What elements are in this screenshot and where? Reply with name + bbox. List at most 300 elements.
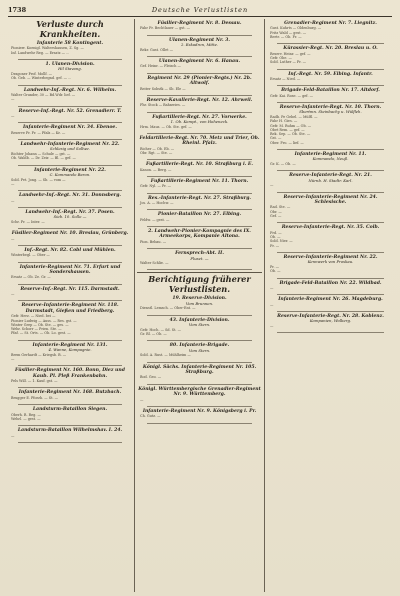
casualty-entry: Ober. Fro. — lief. — <box>270 140 304 145</box>
unit-title: Regiment Nr. 29 (Pionier-Regts.) Nr. 2b. Altwolf. <box>147 75 252 87</box>
casualty-entry: Fahr Fr. Bechtlauer — gst. — <box>140 26 191 31</box>
unit-title: Königl. Sächs. Infanterie-Regiment Nr. 105. Straßburg. <box>142 364 257 376</box>
casualty-list <box>267 324 394 330</box>
unit-title: Landsturm-Bataillon Wilhelmshav. I. 24. <box>17 428 123 434</box>
casualty-entry: Gefr. Hoch. — Sd. St. — <box>140 327 181 332</box>
block-separator <box>18 207 122 208</box>
casualty-list <box>8 314 132 337</box>
unit-title: Landwehr-Inf.-Regt. Nr. 37. Posen. <box>25 209 115 215</box>
casualty-entry: — <box>270 323 274 328</box>
casualty-entry: — <box>11 236 15 241</box>
casualty-entry: Jos. A. — Hochw. — <box>140 201 174 206</box>
block-separator <box>18 190 122 191</box>
casualty-entry: — <box>270 285 274 290</box>
unit-block <box>137 98 262 113</box>
casualty-list <box>267 303 394 309</box>
casualty-list <box>137 328 262 339</box>
unit-title: Infanterie-Regiment Nr. 71. Erfurt und Sondershausen. <box>19 264 121 275</box>
unit-title: Landwehr-Inf.-Regt. Nr. 6. Wilhelm. <box>23 87 117 93</box>
unit-title: Ulanen-Regiment Nr. 6. Hanau. <box>158 59 241 64</box>
block-separator <box>147 384 252 385</box>
unit-title: Landsturm-Bataillon Siegen. <box>32 407 108 413</box>
block-separator <box>147 73 252 74</box>
block-separator <box>18 340 122 341</box>
unit-title: Feldartillerie-Regt. Nr. 70. Metz und Trier, Ob. Rheinl. Pfalz. <box>139 135 260 147</box>
block-separator <box>277 294 384 295</box>
casualty-list <box>8 131 132 137</box>
casualty-entry: Gr. K. — Ob. — <box>270 162 296 167</box>
unit-block <box>267 281 394 296</box>
casualty-entry: Reiter Sobstk — Sb. Ele — <box>140 86 186 91</box>
casualty-list <box>8 396 132 402</box>
unit-block <box>137 343 262 362</box>
casualty-entry: Gst. — <box>270 136 282 141</box>
column-divider <box>134 19 135 592</box>
block-separator <box>147 269 252 270</box>
unit-title: Landwehr-Infanterie-Regiment Nr. 22. <box>20 142 120 147</box>
unit-title: Königl. Württembergische Grenadier-Regiment Nr. 9. Württemberg. <box>138 386 261 398</box>
casualty-entry: Ob. Geb. — Winterbegnd. gef. — ... <box>11 76 72 81</box>
casualty-entry: Ersatz — Ob. Ze. Gr. — <box>11 275 51 280</box>
casualty-list <box>137 26 262 32</box>
casualty-entry: Schr. Fr. — Inter. — <box>11 219 45 224</box>
unit-block <box>137 387 262 407</box>
unit-title: 43. Infanterie-Division. <box>169 317 230 323</box>
unit-block <box>137 318 262 342</box>
unit-block <box>267 255 394 279</box>
block-separator <box>277 192 384 193</box>
unit-title: Infanterie-Regiment Nr. 9. Königsberg i. Pr. <box>142 408 257 414</box>
unit-title: Fußartillerie-Regt. Nr. 10. Straßburg i. E. <box>145 162 254 168</box>
block-separator <box>277 252 384 253</box>
casualty-list <box>267 115 394 147</box>
unit-title: Reserve-Infanterie-Regt. Nr. 35. Colb. <box>281 225 380 231</box>
casualty-list <box>137 261 262 267</box>
unit-block <box>8 343 132 367</box>
casualty-entry: Sold. Nier. — <box>270 239 293 244</box>
unit-block <box>137 76 262 96</box>
section-rule <box>137 272 262 273</box>
unit-title: Füsilier-Regiment Nr. 8. Dessau. <box>157 21 242 26</box>
unit-subtitle: 2. Eskadron, Mitte. <box>180 42 219 48</box>
block-separator <box>147 340 252 341</box>
unit-block <box>137 409 262 424</box>
casualty-list <box>8 353 132 364</box>
casualty-entry: Gr. Bl. — Ob. — <box>140 332 167 337</box>
casualty-entry: — <box>140 397 144 402</box>
casualty-list <box>8 72 132 83</box>
unit-subtitle: Kennwerk von Proskau. <box>307 259 354 265</box>
unit-title: Reserve-Infanterie-Regiment Nr. 22. <box>283 254 378 260</box>
unit-block <box>137 229 262 249</box>
casualty-entry: Sold. Pet. Jong. — Sb. — vom — <box>11 177 66 182</box>
casualty-list <box>8 275 132 281</box>
block-separator <box>18 106 122 107</box>
casualty-entry: — <box>11 114 15 118</box>
casualty-entry: — <box>270 183 274 188</box>
casualty-entry: Sold. A. Rust. — Mühlheim — <box>140 353 191 358</box>
block-separator <box>18 228 122 229</box>
casualty-entry: Brugger E. Pforzh. — St. — <box>11 395 58 400</box>
casualty-entry: Kanon. — Berg. — <box>140 167 172 172</box>
casualty-entry: — <box>11 292 15 297</box>
casualty-list <box>137 103 262 109</box>
unit-block <box>267 314 394 333</box>
casualty-entry: Winterbegl. — Ober — <box>11 253 50 258</box>
unit-block <box>8 62 132 86</box>
block-separator <box>147 209 252 210</box>
casualty-list <box>8 152 132 163</box>
unit-title: Infanterie-Regiment Nr. 34. Ebenoe. <box>23 125 117 131</box>
col2-blocks-2 <box>137 296 262 423</box>
unit-title: Infanterie-Regiment Nr. 168. Butzbach. <box>18 390 122 396</box>
casualty-entry: Gef. — <box>270 214 282 219</box>
casualty-entry: Bod. Geo. — <box>140 375 162 380</box>
casualty-entry: — <box>270 302 274 307</box>
col2-blocks <box>137 21 262 270</box>
casualty-entry: Ersatz — Nied. — <box>270 77 301 81</box>
casualty-entry: Gefr. Nyl. — Pr. — <box>140 184 172 189</box>
unit-subtitle: Kommando, Neuß. <box>312 156 349 162</box>
casualty-list <box>137 414 262 420</box>
casualty-entry: Pionier Ludwig — Auss. — Res. gst. — <box>11 318 77 323</box>
casualty-list <box>267 26 394 41</box>
unit-block <box>8 88 132 107</box>
block-separator <box>277 332 384 333</box>
casualty-list <box>137 64 262 70</box>
block-separator <box>147 176 252 177</box>
unit-title: 1. Ulanen-Division. <box>45 62 95 67</box>
unit-block <box>267 105 394 150</box>
unit-block <box>137 162 262 177</box>
unit-subtitle: Kompanien, Wolberg. <box>309 318 352 324</box>
casualty-entry: Frd. — <box>270 230 282 235</box>
casualty-list <box>8 237 132 243</box>
casualty-entry: Ob. Waldb. — Dr. Zeir. — Bl. — gef. — <box>11 156 76 161</box>
unit-title: Füsilier-Regiment Nr. 160. Bonn, Diez und Kaub. Pl. Pleß Frankenbahn. <box>15 368 125 379</box>
block-separator <box>277 149 384 150</box>
page-header <box>8 4 392 16</box>
casualty-entry: Walter Grunder, 30 — Bd.Wdr. lief. — <box>11 93 76 97</box>
unit-block <box>137 59 262 74</box>
unit-block <box>267 46 394 69</box>
block-separator <box>18 284 122 285</box>
unit-title: Inf.-Regt. Nr. 59. Elbing. Infantr. <box>288 71 373 77</box>
unit-title: Infanterie-Regiment Nr. 26. Magdeburg. <box>278 297 383 303</box>
unit-subtitle: Pluset. — <box>190 255 209 261</box>
header-rule <box>8 16 392 17</box>
unit-block <box>8 390 132 405</box>
unit-subtitle: 4. Wanne, Kompagnie. <box>48 347 92 353</box>
casualty-list <box>137 147 262 158</box>
block-separator <box>277 102 384 103</box>
casualty-entry: Rad. Ste. — <box>270 205 291 210</box>
block-separator <box>147 362 252 363</box>
unit-block <box>8 41 132 60</box>
column-2 <box>137 19 262 594</box>
unit-title: Brigade-Feld-Bataillon Nr. 17. Altdorf. <box>281 88 380 94</box>
casualty-list <box>267 77 394 83</box>
casualty-list <box>8 93 132 104</box>
block-separator <box>277 278 384 279</box>
casualty-list <box>137 87 262 93</box>
block-separator <box>18 85 122 86</box>
casualty-entry: Bichter Johann — Schule — gst. — <box>11 152 71 156</box>
casualty-entry: Bertr. — Ob. Fr. — <box>270 35 302 39</box>
unit-subtitle: Hil Stavang. <box>58 66 82 72</box>
unit-subtitle: C. Kommando Baron. <box>49 172 91 177</box>
unit-block <box>8 407 132 426</box>
casualty-entry: Walter Schlie. — <box>140 261 169 266</box>
casualty-entry: Gefr. Kai. Rose. — gef. — <box>270 93 313 98</box>
unit-subtitle: Vom Stern. <box>188 322 211 328</box>
block-separator <box>147 159 252 160</box>
casualty-entry: Reserve Fr. Fr. — Pfalz — Kr. — <box>11 130 66 135</box>
casualty-entry: Pionierr. Koenigl. Waltershausen, Z. Sg. — <box>11 46 84 51</box>
casualty-list <box>137 398 262 404</box>
casualty-list <box>8 178 132 189</box>
unit-title: Fußartillerie-Regiment Nr. 11. Thorn. <box>150 178 249 184</box>
casualty-entry: Wehr. Schorr — Prien. Ste. — <box>11 327 62 332</box>
casualty-entry: Pfaf. — St. Orts. — Ob. Lo. gest. — <box>11 331 71 336</box>
unit-title: Brigade-Feld-Bataillon Nr. 22. Wildbad. <box>279 280 382 286</box>
unit-block <box>8 125 132 140</box>
casualty-entry: Dienstl. Lemsch. — Ober-Ent. — <box>140 306 196 311</box>
unit-block <box>267 173 394 192</box>
block-separator <box>277 311 384 312</box>
casualty-entry: Sold. Luther — Fr. — <box>270 60 307 65</box>
unit-title: Reserve-Infanterie-Regt. Nr. 28. Koblenz. <box>277 313 384 319</box>
unit-block <box>267 152 394 171</box>
unit-block <box>8 210 132 229</box>
casualty-entry: Inf. Landwehr Reg. — Ersatz — ... <box>11 50 70 55</box>
casualty-list <box>137 48 262 54</box>
casualty-entry: Winter Grep — Ob. Ste. — ges. — <box>11 322 69 327</box>
unit-block <box>137 21 262 36</box>
casualty-entry: Fritz Wald — gest. — <box>270 30 307 35</box>
block-separator <box>277 170 384 171</box>
casualty-entry: Obet Rem. — gef. — <box>270 127 305 132</box>
casualty-entry: Ob. — <box>270 235 281 240</box>
casualty-entry: Ob. — <box>270 269 281 274</box>
block-separator <box>147 95 252 96</box>
casualty-entry: Richer — Ob. Eb. — <box>140 146 175 151</box>
column-1 <box>8 19 132 594</box>
unit-title: Pionier-Bataillon Nr. 27. Elbing. <box>157 212 242 218</box>
casualty-entry: — <box>11 181 15 186</box>
unit-block <box>8 265 132 285</box>
unit-block <box>267 21 394 44</box>
casualty-list <box>8 46 132 57</box>
casualty-entry: Fhr. Stock — Bahnwies. — <box>140 103 186 108</box>
section-heading: Berichtigung früherer Verlustlisten. <box>148 274 251 294</box>
unit-title: Fußartillerie-Regt. Nr. 27. Vorwerke. <box>152 114 247 120</box>
unit-subtitle: Sbertmn. Steinbachy u. Wülfleh. <box>299 109 362 115</box>
casualty-list <box>8 199 132 205</box>
block-separator <box>147 423 252 424</box>
unit-block <box>8 287 132 302</box>
page-number: 1738 <box>8 6 27 14</box>
unit-subtitle: Sieb. 10. Sollo — <box>53 214 87 220</box>
unit-block <box>137 115 262 134</box>
unit-title: Reserve-Infanterie-Regt. Nr. 10. Thorn. <box>279 105 382 110</box>
casualty-entry: Fr. — <box>270 243 280 248</box>
casualty-entry: Rek. Sep. — Ob. Ste. — <box>270 132 311 137</box>
casualty-entry: Obr. — <box>270 209 282 214</box>
unit-title: 80. Infanterie-Brigade. <box>169 343 230 349</box>
unit-block <box>8 368 132 388</box>
block-separator <box>277 43 384 44</box>
casualty-entry: Fahr H. Gies. — <box>270 119 298 124</box>
casualty-entry: Rekr. Gust. Ollet — <box>140 47 173 52</box>
casualty-list <box>267 286 394 292</box>
block-separator <box>277 69 384 70</box>
casualty-list <box>137 201 262 207</box>
unit-block <box>8 248 132 263</box>
unit-block <box>267 225 394 253</box>
block-separator <box>147 35 252 36</box>
block-separator <box>277 85 384 86</box>
unit-block <box>137 196 262 211</box>
casualty-entry: Gust. Kuhrts — Oldenburg. — <box>270 26 322 31</box>
block-separator <box>147 248 252 249</box>
casualty-list <box>137 184 262 190</box>
unit-block <box>137 296 262 315</box>
unit-block <box>267 88 394 103</box>
unit-title: Reserve-Infanterie-Regiment Nr. 118. Darmstadt, Gießen und Friedberg. <box>21 303 119 314</box>
casualty-list <box>137 125 262 131</box>
casualty-entry: Pels Will. — 1. Kauf. gst. — <box>11 379 58 384</box>
unit-title: Kürassier-Regt. Nr. 20. Breslau u. O. <box>283 46 378 52</box>
block-separator <box>18 442 122 443</box>
block-separator <box>277 222 384 223</box>
column-3 <box>267 19 394 594</box>
unit-block <box>8 142 132 166</box>
block-separator <box>18 165 122 166</box>
unit-subtitle: Schlesig und Sollwe. <box>50 146 90 152</box>
casualty-list <box>137 168 262 174</box>
casualty-entry: Gefr. M. Ruhm — Ob. — <box>270 123 312 128</box>
casualty-list <box>8 220 132 226</box>
casualty-entry: — <box>11 357 15 361</box>
casualty-entry: Wehrl. — gest. — <box>11 416 41 421</box>
unit-block <box>137 38 262 57</box>
casualty-entry: Pr. — <box>270 264 280 269</box>
unit-block <box>137 179 262 194</box>
unit-title: 2. Landwehr-Pionier-Kompagnie des IX. Armeekorps, Kompanie Altona. <box>148 229 251 240</box>
casualty-entry: Brem Gerhardt — Kriegsb. B. — <box>11 352 67 357</box>
casualty-list <box>137 240 262 246</box>
unit-title: Grenadier-Regiment Nr. 7. Liegnitz. <box>284 21 377 26</box>
unit-title: Reserve-Kavallerie-Regt. Nr. 12. Ahrweil. <box>146 97 253 103</box>
casualty-list <box>8 114 132 120</box>
casualty-list <box>8 413 132 424</box>
casualty-list <box>137 353 262 359</box>
unit-subtitle: Nürnb. H. Stadtr. Karl. <box>308 177 353 183</box>
casualty-list <box>8 292 132 298</box>
block-separator <box>18 59 122 60</box>
casualty-entry: Gefr. Obe. — <box>270 56 292 60</box>
unit-subtitle: Vom Brunnen. <box>185 300 214 306</box>
col3-blocks <box>267 21 394 333</box>
unit-title: Infanterie-Regiment Nr. 131. <box>32 342 108 348</box>
casualty-list <box>267 94 394 100</box>
running-title: Deutsche Verlustlisten <box>151 6 249 14</box>
casualty-entry: Reserv. Heinr. — gef. — <box>270 51 311 56</box>
casualty-list <box>267 265 394 276</box>
unit-block <box>267 297 394 312</box>
casualty-list <box>8 253 132 259</box>
casualty-list <box>267 52 394 67</box>
block-separator <box>147 193 252 194</box>
unit-subtitle: Vom Stern. <box>188 347 211 353</box>
col1-blocks <box>8 41 132 443</box>
casualty-entry: Pion. Bebau. — <box>140 239 167 244</box>
block-separator <box>18 262 122 263</box>
casualty-list <box>137 375 262 381</box>
casualty-entry: Dragoner Prof. Mollf. — <box>11 72 53 76</box>
unit-title: Ulanen-Regiment Nr. 3. <box>169 37 230 43</box>
unit-title: 19. Reserve-Division. <box>172 296 227 302</box>
unit-title: Fernsprech-Abt. II. <box>175 251 224 257</box>
block-separator <box>147 56 252 57</box>
casualty-list <box>267 183 394 189</box>
block-separator <box>18 122 122 123</box>
unit-title: Reserve-Infanterie-Regiment Nr. 24. Schlesische. <box>283 194 378 206</box>
block-separator <box>147 226 252 227</box>
unit-block <box>8 193 132 208</box>
unit-block <box>267 72 394 87</box>
block-separator <box>18 300 122 301</box>
block-separator <box>18 139 122 140</box>
casualty-entry: Gefr. Herz. — Nied. bei — <box>11 314 56 319</box>
casualty-entry: Radb. Pe Gebel. — Mülfl. — <box>270 115 318 119</box>
block-separator <box>147 406 252 407</box>
unit-title: Inf.-Regt. Nr. 82. Cobl und Mühlen. <box>24 247 116 253</box>
unit-block <box>267 195 394 224</box>
unit-title: Reserve-Infanterie-Regt. Nr. 21. <box>289 173 372 179</box>
casualty-list <box>267 231 394 250</box>
unit-title: Infanterie-Regiment Nr. 11. <box>294 152 367 158</box>
unit-title: Infanterie-Regiment Nr. 22. <box>34 167 106 173</box>
casualty-entry: — <box>11 97 15 102</box>
block-separator <box>18 425 122 426</box>
block-separator <box>18 404 122 405</box>
unit-block <box>8 109 132 124</box>
casualty-list <box>8 434 132 440</box>
casualty-list <box>8 379 132 385</box>
casualty-entry: Feldw. — gest. — <box>140 217 170 222</box>
block-separator <box>147 315 252 316</box>
casualty-entry: Hrm. Maus. — Ob. Ste. gef. — <box>140 124 192 129</box>
unit-block <box>8 428 132 443</box>
unit-subtitle: 1. Ob. Kompt., von Hoheneck. <box>170 118 229 124</box>
casualty-list <box>137 306 262 312</box>
unit-title: Reserve-Inf.-Regt. Nr. 52. Grenadierr. T. <box>18 108 122 114</box>
unit-block <box>137 365 262 385</box>
unit-title: Reserve-Inf.-Regt. Nr. 115. Darmstadt. <box>20 286 120 292</box>
unit-block <box>137 136 262 160</box>
casualty-entry: Oberh. R. Reg. — <box>11 412 41 417</box>
unit-title: Füsilier-Regiment Nr. 10. Breslau, Grünberg. <box>11 231 129 237</box>
column-divider <box>264 19 265 592</box>
unit-block <box>8 231 132 246</box>
unit-title: Res.-Infanterie-Regt. Nr. 27. Straßburg. <box>147 195 252 201</box>
unit-block <box>137 251 262 270</box>
unit-block <box>8 168 132 192</box>
casualty-entry: Gef. Heinr. — Fleisch — <box>140 64 181 69</box>
casualty-entry: — <box>11 198 15 203</box>
